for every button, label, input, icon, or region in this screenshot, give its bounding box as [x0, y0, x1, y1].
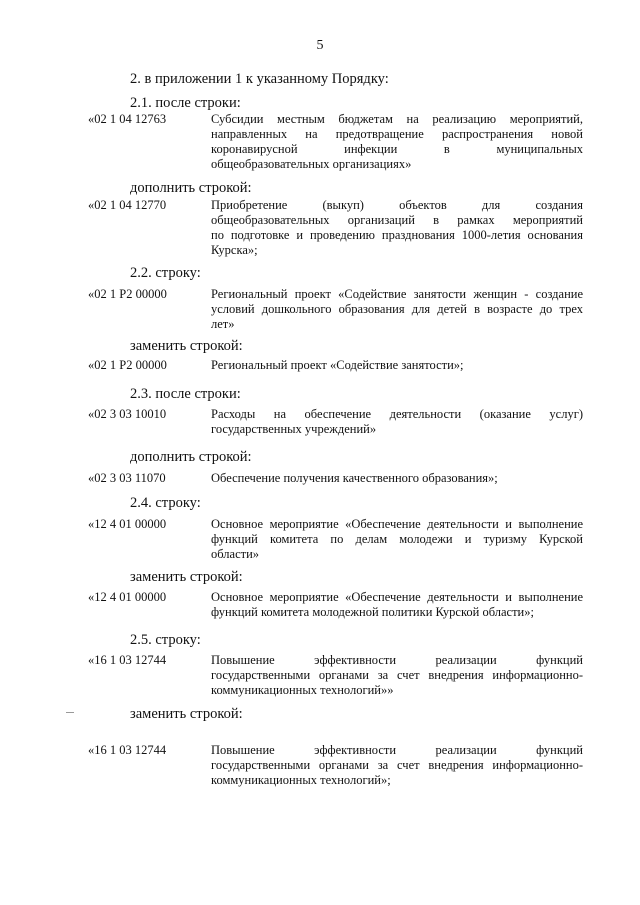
budget-description	[211, 358, 583, 373]
description-line: Обеспечение получения качественного образования»;	[211, 471, 498, 485]
description-line: функций комитета по делам молодежи и туризму Курской	[211, 532, 583, 546]
description-line: Повышение эффективности реализации функций	[211, 653, 583, 667]
section-header: 2.5. строку:	[130, 632, 201, 648]
description-line: Региональный проект «Содействие занятости»;	[211, 358, 464, 372]
section-header: 2.1. после строки:	[130, 95, 241, 111]
budget-code: «02 3 03 10010	[88, 407, 167, 421]
description-line: направленных на предотвращение распространения новой	[211, 127, 583, 141]
budget-description	[211, 112, 583, 172]
budget-description	[211, 407, 583, 437]
description-line: государственными органами за счет внедрения информационно-	[211, 758, 583, 772]
budget-description	[211, 198, 583, 258]
section-header: 2.2. строку:	[130, 265, 201, 281]
section-header: 2.3. после строки:	[130, 386, 241, 402]
description-line: условий дошкольного образования для детей в возрасте до трех	[211, 302, 583, 316]
description-line: государственными органами за счет внедрения информационно-	[211, 668, 583, 682]
description-line: области»	[211, 547, 260, 561]
budget-code: «02 3 03 11070	[88, 471, 166, 485]
description-line: коммуникационных технологий»;	[211, 773, 391, 787]
budget-description	[211, 653, 583, 698]
description-line: общеобразовательных организациях»	[211, 157, 412, 171]
budget-code: «16 1 03 12744	[88, 743, 167, 757]
section-header: заменить строкой:	[130, 706, 243, 722]
section-header: 2.4. строку:	[130, 495, 201, 511]
budget-description	[211, 471, 583, 486]
section-header: дополнить строкой:	[130, 180, 252, 196]
description-line: Приобретение (выкуп) объектов для создания	[211, 198, 583, 212]
description-line: лет»	[211, 317, 235, 331]
description-line: Основное мероприятие «Обеспечение деятельности и выполнение	[211, 590, 583, 604]
budget-code: «02 1 04 12763	[88, 112, 167, 126]
description-line: Основное мероприятие «Обеспечение деятельности и выполнение	[211, 517, 583, 531]
description-line: государственных учреждений»	[211, 422, 377, 436]
description-line: Расходы на обеспечение деятельности (оказание услуг)	[211, 407, 583, 421]
budget-code: «12 4 01 00000	[88, 517, 167, 531]
budget-code: «02 1 Р2 00000	[88, 358, 167, 372]
description-line: коронавирусной инфекции в муниципальных	[211, 142, 583, 156]
budget-code: «12 4 01 00000	[88, 590, 167, 604]
description-line: общеобразовательных организаций в рамках мероприятий	[211, 213, 583, 227]
budget-code: «16 1 03 12744	[88, 653, 167, 667]
description-line: коммуникационных технологий»»	[211, 683, 394, 697]
section-header: дополнить строкой:	[130, 449, 252, 465]
section-heading: 2. в приложении 1 к указанному Порядку:	[130, 71, 389, 87]
description-line: функций комитета молодежной политики Курской области»;	[211, 605, 534, 619]
budget-description	[211, 287, 583, 332]
margin-mark	[66, 712, 74, 713]
description-line: Субсидии местным бюджетам на реализацию мероприятий,	[211, 112, 583, 126]
description-line: Курска»;	[211, 243, 258, 257]
description-line: Повышение эффективности реализации функций	[211, 743, 583, 757]
budget-code: «02 1 Р2 00000	[88, 287, 167, 301]
page-number: 5	[316, 38, 324, 53]
budget-description	[211, 590, 583, 620]
section-header: заменить строкой:	[130, 338, 243, 354]
description-line: по подготовке и проведению празднования 1000-летия основания	[211, 228, 583, 242]
budget-description	[211, 517, 583, 562]
budget-description	[211, 743, 583, 788]
budget-code: «02 1 04 12770	[88, 198, 167, 212]
section-header: заменить строкой:	[130, 569, 243, 585]
description-line: Региональный проект «Содействие занятости женщин - создание	[211, 287, 583, 301]
